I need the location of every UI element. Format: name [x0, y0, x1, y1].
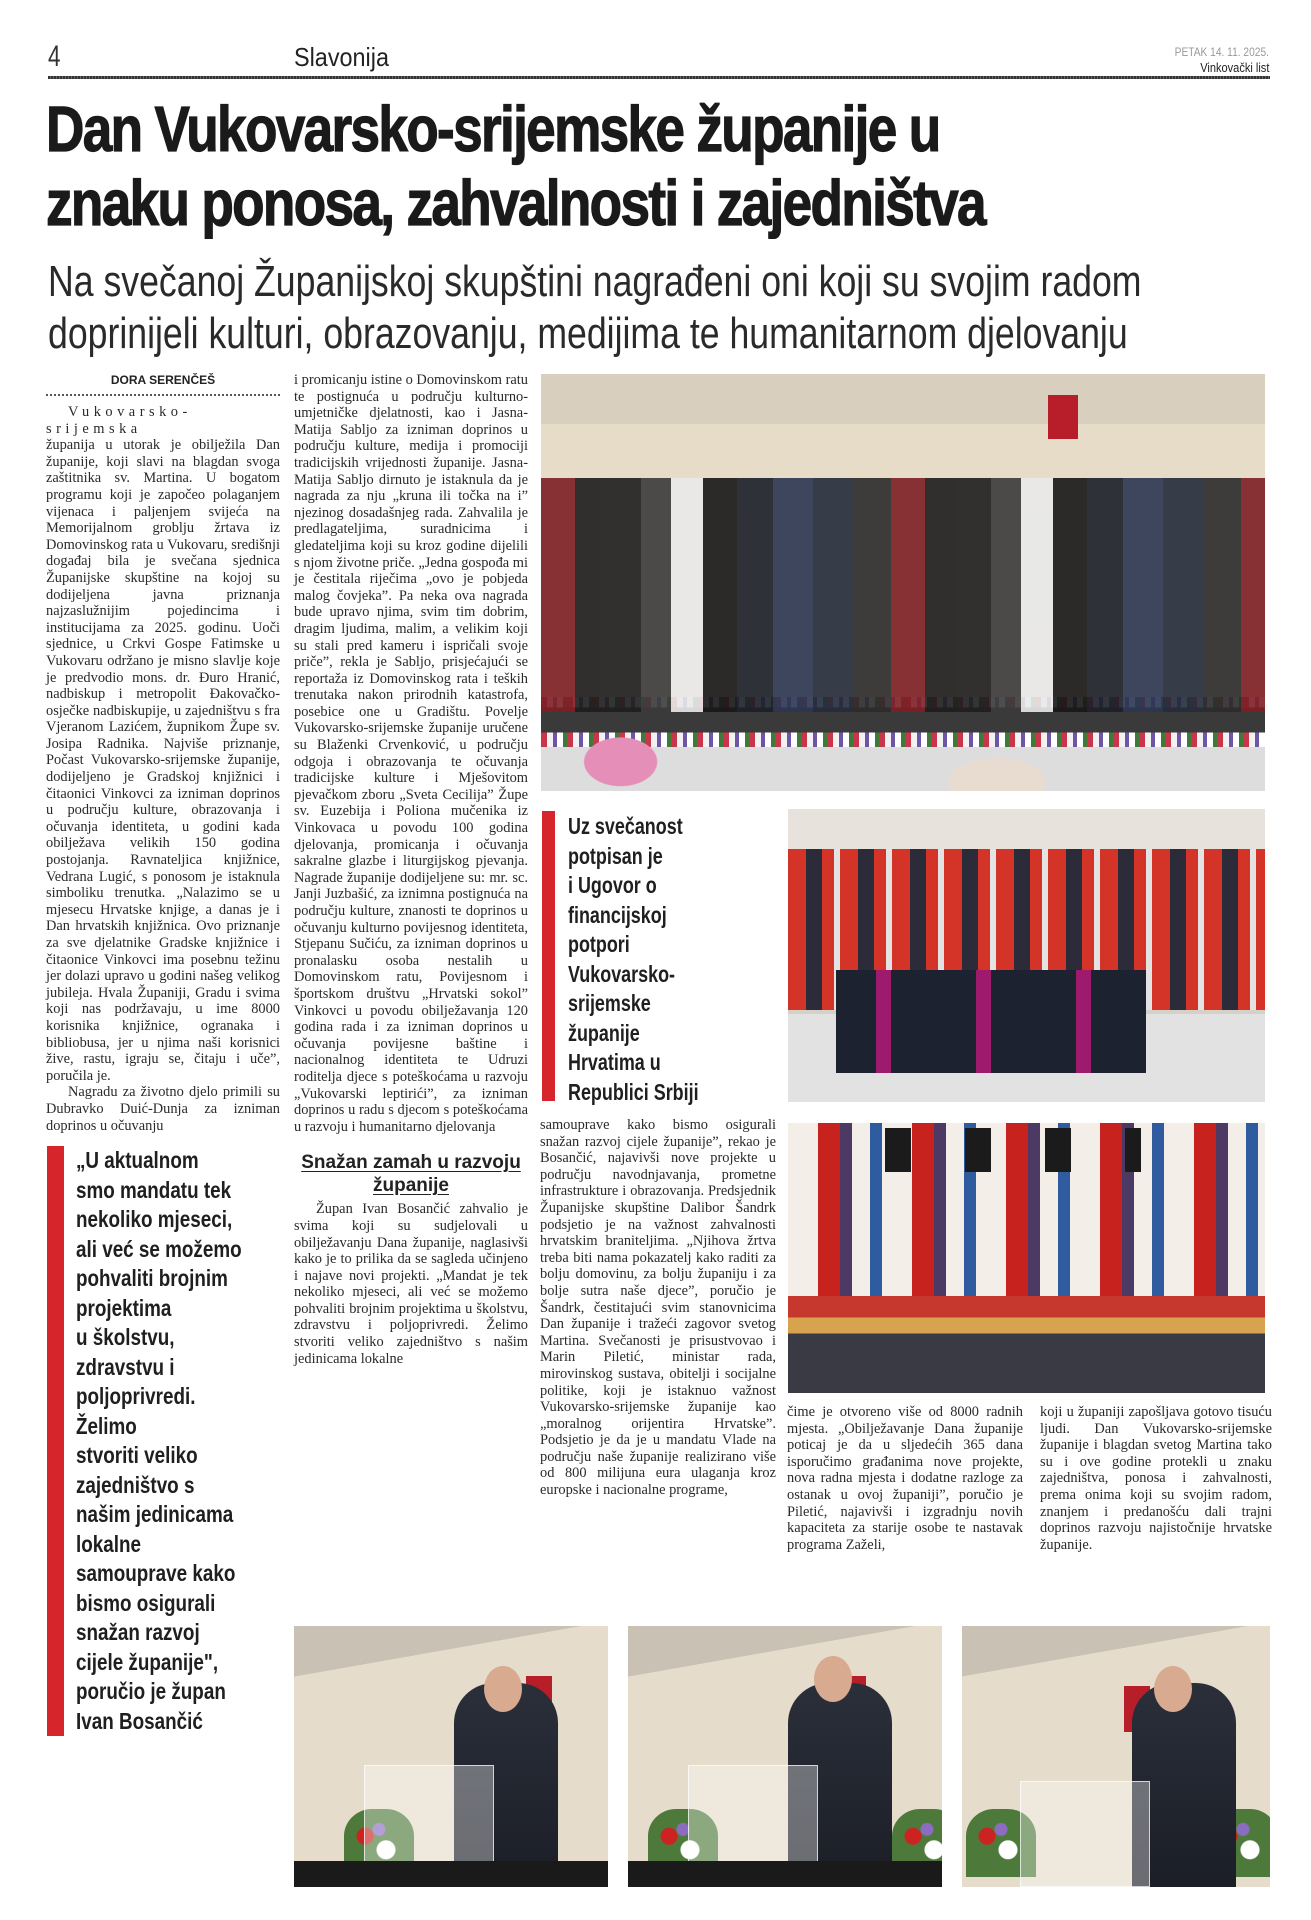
- header-divider: [48, 76, 1270, 79]
- paragraph: samouprave kako bismo osigurali snažan razvoj cijele županije”, rekao je Bosančić, najavivši nove projekte u području navodnjavanja, prometne infrastrukture i obrazovanja. Predsjednik Županijske skupštine Dalibor Šandrk podsjetio je na važnost zahvalnosti hrvatskim braniteljima. „Njihova žrtva treba biti nama pokazatelj kako raditi za bolju domovinu, za bolju županiju i za bolje sutra naše djece”, poručio je Šandrk, čestitajući svim stanovnicima Dan županije i tražeći zagovor svetog Martina. Svečanosti je prisustvovao i Marin Piletić, ministar rada, mirovinskog sustava, obitelji i socijalne politike, koji je istaknuo važnost Vukovarsko-srijemske županije kao „moralnog orijentira Hrvatske”. Podsjetio je da je u mandatu Vlade na području naše županije realizirano više od 800 milijuna eura ulaganja kroz europske i nacionalne programe,: [540, 1117, 776, 1499]
- paragraph: Župan Ivan Bosančić zahvalio je svima koji su sudjelovali u obilježavanju Dana županije, naglasivši kako je to prilika da se sagleda učinjeno i najave novi projekti. „Mandat je tek nekoliko mjeseci, ali već se možemo pohvaliti brojnim projektima u školstvu, zdravstvu i poljoprivredi. Želimo stvoriti veliko zajedništvo s našim jedinicama lokalne: [294, 1201, 528, 1367]
- photo-award-recipients: [541, 374, 1265, 791]
- coat-of-arms-icon: [1048, 395, 1078, 439]
- photo-head: [814, 1656, 852, 1702]
- photo-speaker-2: [628, 1626, 942, 1887]
- pull-quote-wrap: [64, 1146, 316, 1736]
- byline: DORA SERENČEŠ: [110, 373, 216, 387]
- paragraph: čime je otvoreno više od 8000 radnih mjesta. „Obilježavanje Dana županije poticaj je da u sljedećih 365 dana isporučimo građanima nove projekte, nova radna mjesta i dodatne razloge za ostanak u ovoj županiji”, poručio je Piletić, najavivši i izgradnju novih kapaciteta za starije osobe te nastavak programa Zaželi,: [787, 1404, 1023, 1553]
- paragraph: koji u županiji zapošljava gotovo tisuću ljudi. Dan Vukovarsko-srijemske županije i blagdan svetog Martina tako su i ove godine protekli u znaku zajedništva, ponosa i zahvalnosti, prema onima koji su svojim radom, znanjem i predanošću dali trajni doprinos razvoju najistočnije hrvatske županije.: [1040, 1404, 1272, 1553]
- publication-name: Vinkovački list: [1199, 60, 1269, 75]
- pull-quote-contract: Uz svečanost potpisan je i Ugovor o financijskoj potpori Vukovarsko- srijemske županije Hrvatima u Republici Srbiji: [568, 813, 699, 1105]
- photo-folk-ensemble: [788, 1123, 1265, 1393]
- article-column-1: [46, 404, 280, 1134]
- photo-front-row: [836, 970, 1146, 1073]
- headline-line-1: Dan Vukovarsko-srijemske županije u: [46, 93, 940, 165]
- paragraph-lead: Vukovarsko-srijemska: [46, 404, 192, 437]
- subheadline-line-1: Na svečanoj Županijskoj skupštini nagrađeni oni koji su svojim radom: [48, 257, 1142, 306]
- pull-quote-bar: [47, 1146, 64, 1736]
- photo-head: [484, 1666, 522, 1712]
- page-number: 4: [48, 40, 60, 73]
- photo-podium: [1020, 1781, 1150, 1887]
- subheadline-line-2: doprinijeli kulturi, obrazovanju, medijima te humanitarnom djelovanju: [48, 309, 1128, 358]
- article-column-1-stack: [46, 372, 280, 1736]
- article-column-4: [787, 1404, 1023, 1553]
- pull-quote-mayor: „U aktualnom smo mandatu tek nekoliko mjeseci, ali već se možemo pohvaliti brojnim projektima u školstvu, zdravstvu i poljoprivredi. Želimo stvoriti veliko zajedništvo s našim jedinicama lokalne samouprave kako bismo osigurali snažan razvoj cijele županije", poručio je župan Ivan Bosančić: [76, 1147, 242, 1734]
- photo-speaker-1: [294, 1626, 608, 1887]
- article-column-2-continued: [294, 1201, 528, 1367]
- photo-head: [1154, 1666, 1192, 1712]
- byline-divider: [46, 394, 280, 396]
- photo-speaker-3: [962, 1626, 1270, 1887]
- article-column-2: [294, 372, 528, 1135]
- pull-quote-mayor-box: [46, 1146, 280, 1736]
- section-name: Slavonija: [294, 42, 389, 72]
- photo-people-group: [541, 478, 1265, 712]
- subheadline: [48, 256, 1182, 360]
- pull-quote-bar: [542, 811, 555, 1101]
- photo-table: [628, 1861, 942, 1887]
- article-column-5: [1040, 1404, 1272, 1553]
- headline: [46, 92, 1084, 240]
- photo-hats: [855, 1128, 1141, 1171]
- section-subtitle: Snažan zamah u razvoju županije: [301, 1152, 521, 1197]
- headline-line-2: znaku ponosa, zahvalnosti i zajedništva: [46, 167, 985, 239]
- paragraph: i promicanju istine o Domovinskom ratu te postignuća u području kulturno-umjetničke djelatnosti, kao i Jasna-Matija Sabljo za izniman doprinos u području kulture, medija i promociji tradicijskih vrijednosti županije. Jasna-Matija Sabljo dirnuto je istaknula da je nagrada za nju „kruna ili točka na i” njezinog dosadašnjeg rada. Zahvalila je predlagateljima, suradnicima i gledateljima koji su kroz godine dijelili s njom životne priče. „Jedna gospođa mi je čestitala riječima „ovo je pobjeda malog čovjeka”. Pa neka ova nagrada bude upravo njima, svim tim dobrim, dragim ljudima, malim, a velikim koji su stali pred kameru i ispričali svoje priče”, rekla je Sabljo, prisjećajući se reportaža iz Domovinskog rata i teških trenutaka nakon prirodnih katastrofa, posebice one u Gradištu. Povelje Vukovarsko-srijemske županije uručene su Blaženki Crvenković, u području odgoja i obrazovanja te očuvanja tradicijske kulture i Mješovitom pjevačkom zboru „Sveta Cecilija” Župe sv. Euzebija i Poliona mučenika iz Vinkovaca u povodu 100 godina djelovanja, promicanja i očuvanja sakralne glazbe i liturgijskog pjevanja. Nagrade županije dodijeljene su: mr. sc. Janji Juzbašić, za iznimna postignuća na području kulture, znanosti te doprinos u očuvanju kulturno povijesnog identiteta, Stjepanu Sučiću, za izniman doprinos u pronalasku osoba nestalih u Domovinskom ratu, Povijesnom i športskom društvu „Hrvatski sokol” Vinkovci u povodu obilježavanja 120 godina rada i za izniman doprinos u očuvanja povijesne baštine i nacionalnog identiteta te Udruzi roditelja djece s poteškoćama u razvoju „Vukovarski leptirići”, za izniman doprinos u radu s djecom s poteškoćama u razvoju i humanitarno djelovanja: [294, 372, 528, 1135]
- paragraph: županija u utorak je obilježila Dan županije, koji slavi na blagdan svoga zaštitnika sv. Martina. U bogatom programu koji je započeo polaganjem vijenaca i paljenjem svijeća na Memorijalnom groblju žrtava iz Domovinskog rata u Vukovaru, središnji događaj bila je svečana sjednica Županijske skupštine na kojoj su dodijeljena javna priznanja najzaslužnijim pojedincima i institucijama za 2025. godinu. Uoči sjednice, u Crkvi Gospe Fatimske u Vukovaru održano je misno slavlje koje je predvodio mons. dr. Đuro Hranić, nadbiskup i metropolit Đakovačko-osječke nadbiskupije, u zajedništvu s fra Vjeranom Lazićem, župnikom Župe sv. Josipa Radnika. Najviše priznanje, Počast Vukovarsko-srijemske županije, dodijeljeno je Gradskoj knjižnici i čitaonici Vinkovci za izniman doprinos u području kulture, obrazovanja i očuvanja identiteta, u godini kada obilježava velikih 150 godina postojanja. Ravnateljica knjižnice, Vedrana Lugić, s ponosom je istaknula simboliku trenutka. „Nalazimo se u mjesecu Hrvatske knjige, a danas je i Dan hrvatskih knjižnica. Ovo priznanje za sve djelatnike Gradske knjižnice i čitaonice Vinkovci ima posebnu težinu jer dolazi upravo u godini našeg velikog jubileja. Hvala Županiji, Gradu i svima koji nas podržavaju, u ime 8000 korisnika knjižnice, ogranaka i bibliobusa, jer u njima naši korisnici žive, rastu, igraju se, čitaju i uče”, poručila je.: [46, 437, 280, 1084]
- article-column-2-stack: [294, 372, 528, 1367]
- photo-table: [294, 1861, 608, 1887]
- issue-date: PETAK 14. 11. 2025.: [1174, 45, 1269, 59]
- article-column-3: [540, 1117, 776, 1499]
- paragraph: Nagradu za životno djelo primili su Dubravko Duić-Dunja za izniman doprinos u očuvanju: [46, 1084, 280, 1134]
- photo-audience: [788, 809, 1265, 1102]
